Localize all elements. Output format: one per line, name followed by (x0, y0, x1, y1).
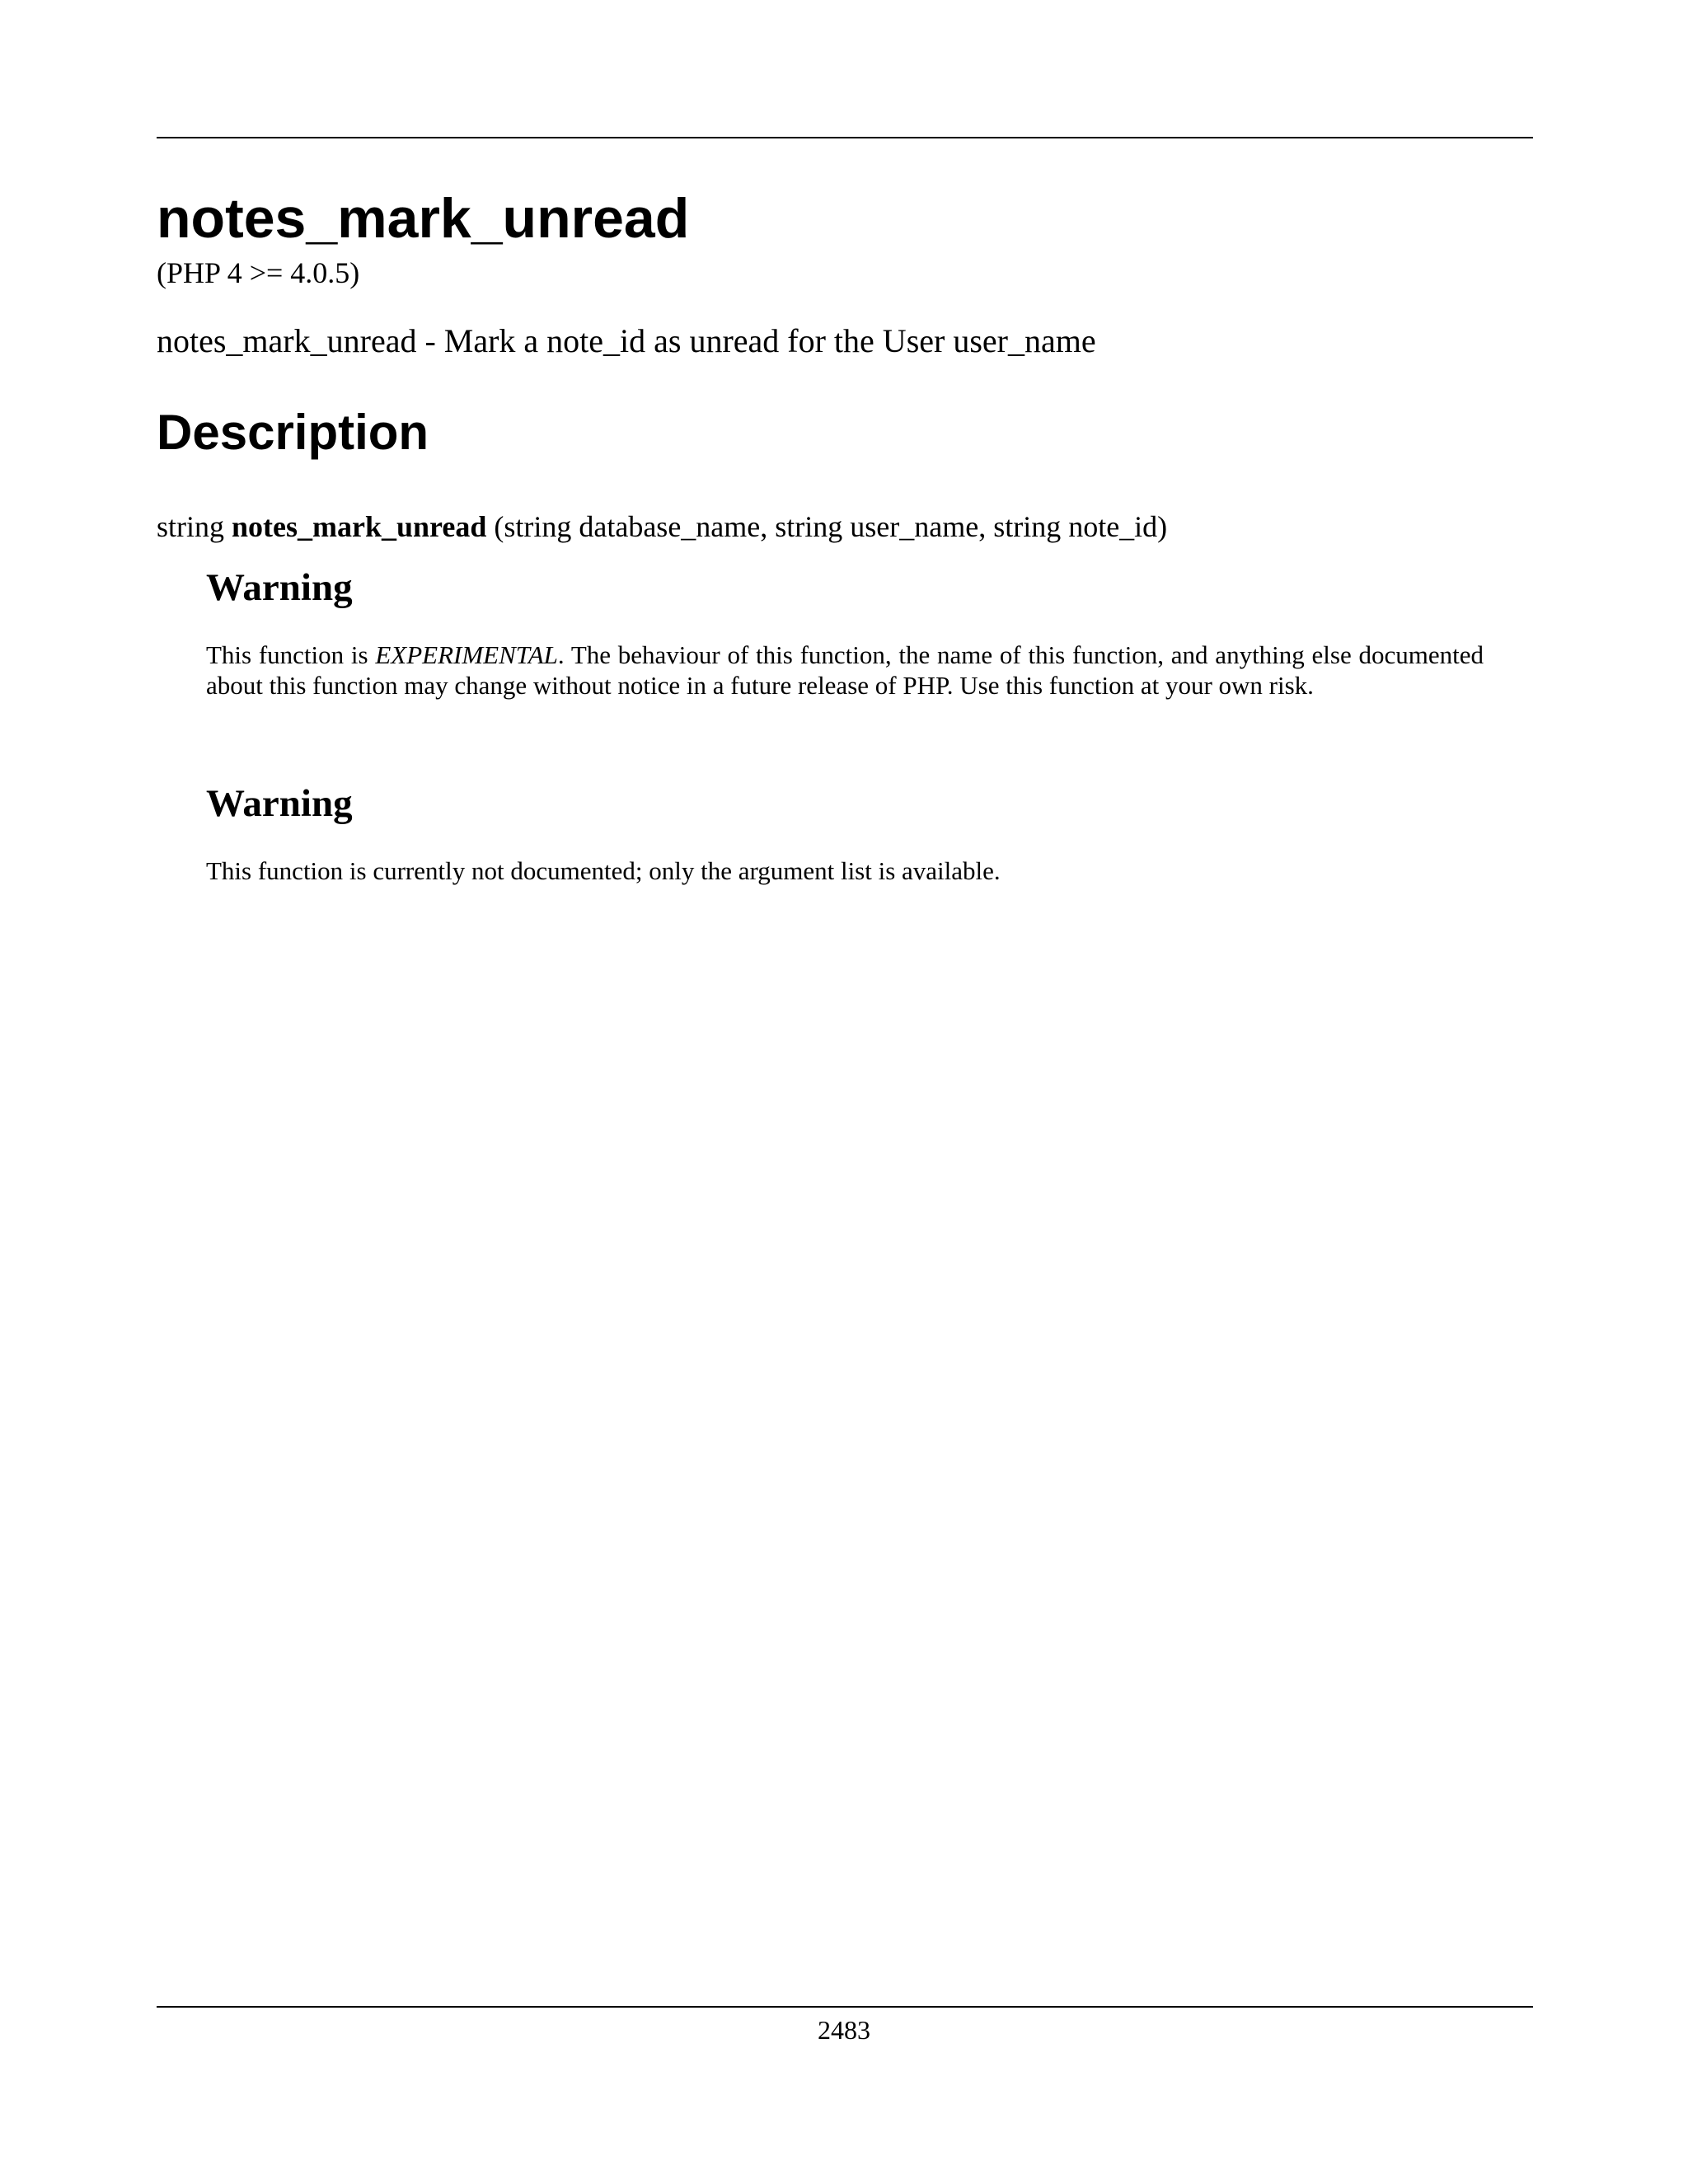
description-heading: Description (157, 405, 429, 460)
bottom-rule (157, 2006, 1533, 2008)
function-params: (string database_name, string user_name, string note_id) (494, 510, 1168, 543)
experimental-emphasis: EXPERIMENTAL (375, 640, 558, 669)
warning-text-end: . The behaviour of this function, the name of this function, and anything else documented about this function may change without notice in a future release of PHP. Use this function at your own risk. (206, 640, 1484, 700)
function-name: notes_mark_unread (232, 510, 487, 543)
warning-heading-undocumented: Warning (206, 782, 353, 825)
warning-text-experimental (206, 640, 1484, 701)
page-title: notes_mark_unread (157, 187, 690, 250)
warning-text-start: This function is (206, 640, 376, 669)
function-synopsis (157, 509, 1167, 545)
top-rule (157, 137, 1533, 138)
warning-heading-experimental: Warning (206, 566, 353, 609)
return-type: string (157, 510, 225, 543)
php-version: (PHP 4 >= 4.0.5) (157, 256, 360, 289)
page-number: 2483 (818, 2015, 870, 2045)
function-purpose: notes_mark_unread - Mark a note_id as unread for the User user_name (157, 322, 1096, 359)
warning-text-undocumented: This function is currently not documented; only the argument list is available. (206, 856, 1001, 885)
